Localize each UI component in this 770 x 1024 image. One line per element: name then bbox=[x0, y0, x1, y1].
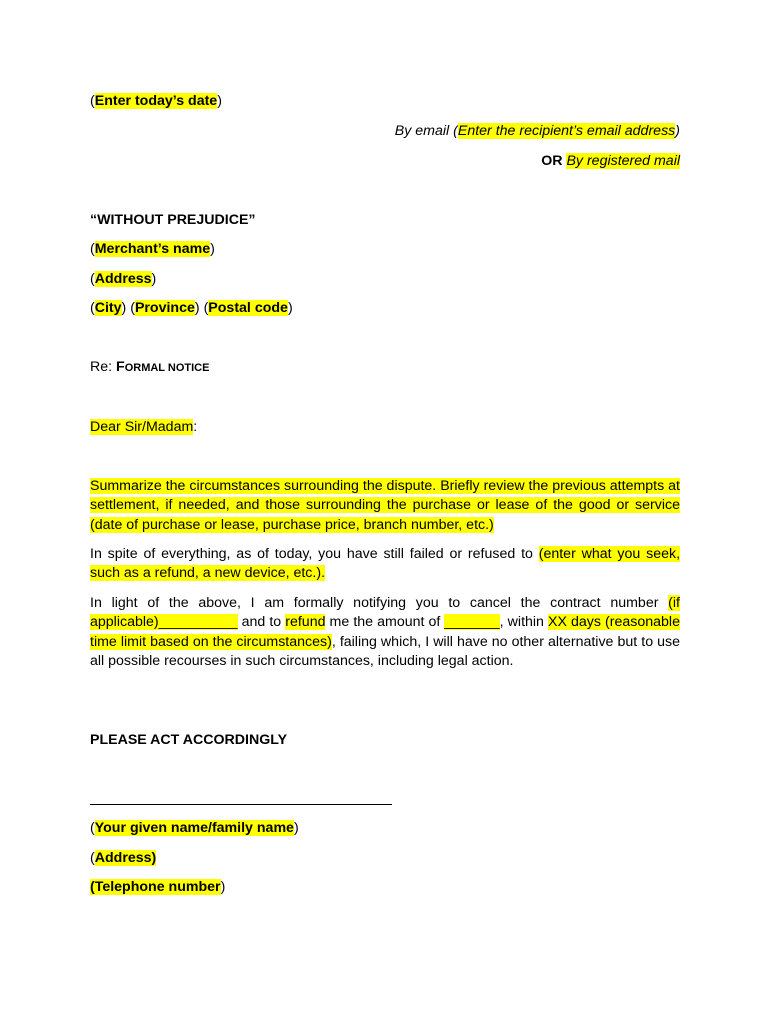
registered-mail-placeholder: By registered mail bbox=[566, 153, 680, 169]
subject-prefix: Re: bbox=[90, 359, 117, 375]
signature-phone-line bbox=[90, 878, 225, 896]
address-open: ( bbox=[90, 271, 95, 287]
notice-text-1: In light of the above, I am formally notifying you to cancel the contract number bbox=[90, 595, 669, 611]
salutation-punct: : bbox=[193, 419, 198, 435]
date-close: ) bbox=[217, 93, 222, 109]
time-limit-placeholder: XX days (reasonable time limit based on the circumstances) bbox=[90, 614, 680, 650]
postal-code-placeholder: Postal code bbox=[208, 300, 288, 316]
merchant-name-line bbox=[90, 240, 215, 258]
notice-text-3: me the amount of bbox=[325, 614, 445, 631]
delivery-mail-line bbox=[541, 152, 680, 170]
city-open: ( bbox=[90, 300, 95, 316]
subject-rest1: ORMAL bbox=[124, 362, 168, 374]
sig-address-open: ( bbox=[90, 850, 95, 866]
amount-placeholder: _______ bbox=[444, 614, 500, 631]
merchant-open: ( bbox=[90, 241, 95, 257]
signature-address-line bbox=[90, 849, 156, 867]
signature-address-placeholder: Address) bbox=[94, 850, 157, 866]
contract-number-placeholder: (if applicable)__________ bbox=[90, 595, 680, 631]
request-placeholder: (enter what you seek, such as a refund, a new device, etc.). bbox=[90, 546, 681, 582]
paragraph-notice bbox=[90, 594, 680, 672]
subject-cap: F bbox=[116, 359, 125, 375]
merchant-name-placeholder: Merchant’s name bbox=[94, 241, 211, 257]
sig-name-open: ( bbox=[90, 820, 95, 836]
address-close: ) bbox=[151, 271, 157, 287]
signature-name-placeholder: Your given name/family name bbox=[94, 820, 294, 836]
subject-rest2: NOTICE bbox=[167, 362, 210, 374]
delivery-email-line bbox=[395, 122, 680, 140]
province-open: ( bbox=[126, 300, 135, 316]
sig-phone-close: ) bbox=[220, 879, 226, 895]
signature-name-line bbox=[90, 819, 299, 837]
date-open: ( bbox=[90, 93, 95, 109]
refund-placeholder: refund bbox=[285, 614, 326, 631]
notice-text-5: , failing which, I will have no other alternative but to use all possible recourses in such circumstances, including legal action. bbox=[90, 633, 681, 670]
paragraph-request bbox=[90, 545, 680, 584]
city-close: ) bbox=[121, 300, 127, 316]
email-prefix: By email ( bbox=[394, 123, 458, 139]
city-placeholder: City bbox=[94, 300, 122, 316]
province-placeholder: Province bbox=[134, 300, 195, 316]
postal-open: ( bbox=[199, 300, 209, 316]
date-placeholder: Enter today’s date bbox=[94, 93, 218, 109]
province-close: ) bbox=[194, 300, 200, 316]
email-close: ) bbox=[675, 123, 680, 139]
notice-text-2: and to bbox=[237, 614, 286, 631]
salutation-text: Dear Sir/Madam bbox=[90, 419, 194, 435]
postal-close: ) bbox=[287, 300, 293, 316]
merchant-address-placeholder: Address bbox=[94, 271, 152, 287]
or-label: OR bbox=[541, 153, 563, 169]
closing-line: PLEASE ACT ACCORDINGLY bbox=[90, 732, 288, 748]
subject-line bbox=[90, 358, 209, 377]
merchant-close: ) bbox=[210, 241, 215, 257]
email-placeholder: Enter the recipient’s email address bbox=[457, 123, 676, 139]
notice-text-4: , within bbox=[499, 614, 549, 631]
signature-line bbox=[90, 804, 392, 805]
merchant-address-line bbox=[90, 270, 156, 288]
salutation bbox=[90, 418, 197, 436]
request-text: In spite of everything, as of today, you have still failed or refused to bbox=[90, 546, 539, 562]
merchant-location-line bbox=[90, 299, 293, 317]
paragraph-summary bbox=[90, 477, 680, 535]
date-line bbox=[90, 92, 222, 110]
sig-name-close: ) bbox=[293, 820, 299, 836]
summary-placeholder: Summarize the circumstances surrounding the dispute. Briefly review the previous attempts at settlement, if needed, and those surrounding the purchase or lease of the good or service (date of purchase or lease, purchase price, branch number, etc.) bbox=[90, 478, 680, 533]
signature-phone-placeholder: (Telephone number bbox=[90, 879, 221, 895]
without-prejudice: “WITHOUT PREJUDICE” bbox=[90, 212, 256, 228]
